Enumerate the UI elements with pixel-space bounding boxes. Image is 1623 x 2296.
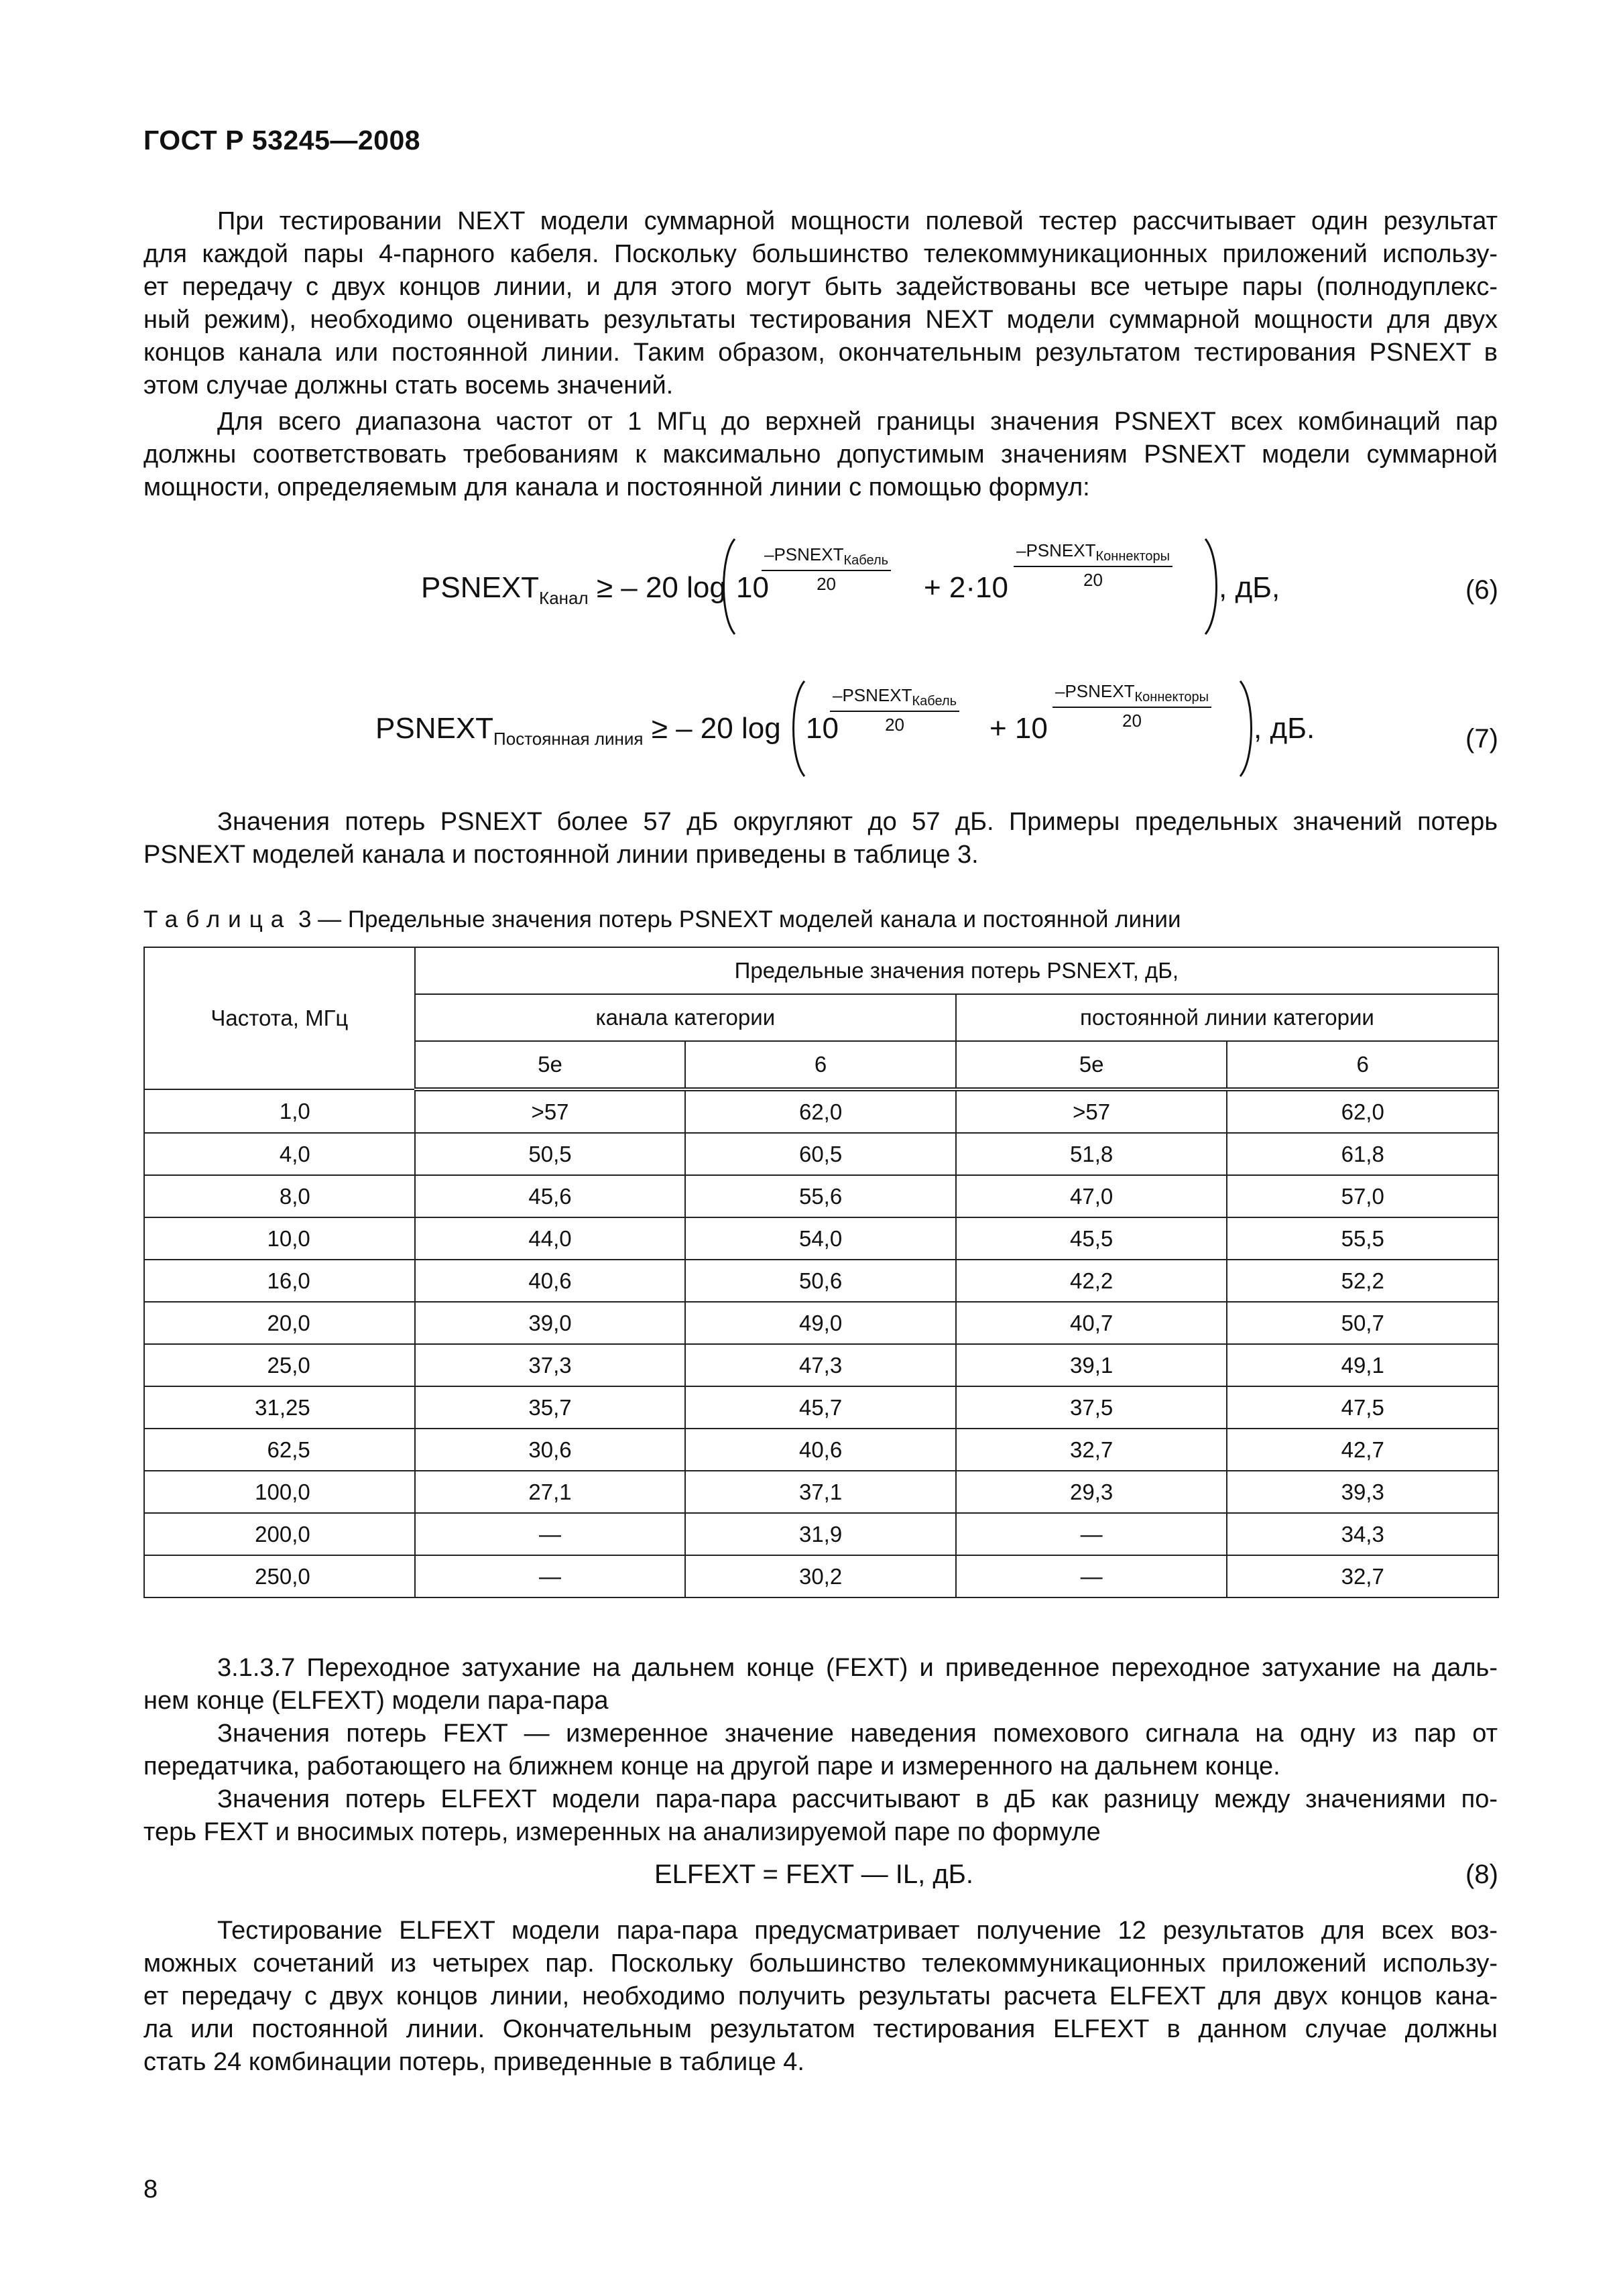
formula-8-number: (8) bbox=[1465, 1860, 1498, 1889]
table-row bbox=[144, 1133, 1498, 1175]
section-3-1-3-7-heading bbox=[143, 1652, 1498, 1717]
formula-7-base-1: 10 bbox=[806, 712, 839, 745]
cell-value: 30,2 bbox=[685, 1555, 956, 1597]
text-line: При тестировании NEXT модели суммарной мощности полевой тестер рассчитывает один результат bbox=[217, 207, 1498, 235]
cell-frequency: 100,0 bbox=[144, 1471, 415, 1513]
cell-value: 32,7 bbox=[956, 1429, 1227, 1471]
cell-value: 42,7 bbox=[1227, 1429, 1498, 1471]
cell-value: 57,0 bbox=[1227, 1175, 1498, 1217]
text-line: ет передачу с двух концов линии, необходимо получить результаты расчета ELFEXT для двух концов кана- bbox=[143, 1982, 1498, 2010]
text-line: можных сочетаний из четырех пар. Поскольку большинство телекоммуникационных приложений использу- bbox=[143, 1949, 1498, 1978]
header-cat-5e: 5е bbox=[415, 1041, 686, 1089]
table-3 bbox=[143, 947, 1499, 1598]
exponent-denominator: 20 bbox=[1122, 711, 1142, 731]
cell-value: 42,2 bbox=[956, 1260, 1227, 1302]
formula-7-exponent-2 bbox=[1053, 681, 1211, 731]
text-line: PSNEXT моделей канала и постоянной линии приведены в таблице 3. bbox=[143, 841, 979, 869]
cell-value: 40,6 bbox=[685, 1429, 956, 1471]
table-row bbox=[144, 1513, 1498, 1555]
cell-value: 50,7 bbox=[1227, 1302, 1498, 1344]
formula-lhs: PSNEXT bbox=[421, 571, 540, 604]
formula-8: ELFEXT = FEXT — IL, дБ. bbox=[654, 1860, 974, 1889]
text-line: Значения потерь ELFEXT модели пара-пара рассчитывают в дБ как разницу между значениями по- bbox=[217, 1785, 1498, 1813]
text-line: мощности, определяемым для канала и постоянной линии с помощью формул: bbox=[143, 473, 1090, 501]
table-caption-word: Таблица bbox=[143, 906, 292, 932]
cell-frequency: 200,0 bbox=[144, 1513, 415, 1555]
formula-lhs-sub: Канал bbox=[539, 588, 589, 608]
header-limits: Предельные значения потерь PSNEXT, дБ, bbox=[415, 947, 1498, 994]
exponent-numerator: –PSNEXT bbox=[833, 685, 912, 705]
formula-7-mid: + 10 bbox=[989, 712, 1048, 745]
formula-7-tail: , дБ. bbox=[1254, 712, 1315, 745]
formula-6-base-1: 10 bbox=[736, 571, 769, 604]
exponent-denominator: 20 bbox=[885, 715, 904, 735]
text-line: 3.1.3.7 Переходное затухание на дальнем конце (FEXT) и приведенное переходное затухание на даль- bbox=[217, 1654, 1498, 1682]
text-line: терь FEXT и вносимых потерь, измеренных на анализируемой паре по формуле bbox=[143, 1818, 1101, 1846]
text-line: передатчика, работающего на ближнем конце на другой паре и измеренного на дальнем конце. bbox=[143, 1752, 1280, 1780]
text-line: нем конце (ELFEXT) модели пара-пара bbox=[143, 1687, 609, 1715]
cell-value: 50,5 bbox=[415, 1133, 686, 1175]
cell-frequency: 1,0 bbox=[144, 1089, 415, 1133]
cell-value: 34,3 bbox=[1227, 1513, 1498, 1555]
text-line: должны соответствовать требованиям к максимально допустимым значениям PSNEXT модели суммарной bbox=[143, 440, 1498, 469]
cell-frequency: 25,0 bbox=[144, 1344, 415, 1386]
exponent-denominator: 20 bbox=[1083, 570, 1103, 590]
cell-value: 30,6 bbox=[415, 1429, 686, 1471]
formula-6 bbox=[421, 571, 726, 609]
text-line: концов канала или постоянной линии. Таким образом, окончательным результатом тестирования PSNEXT в bbox=[143, 339, 1498, 367]
exponent-numerator: –PSNEXT bbox=[1016, 540, 1096, 560]
formula-6-exponent-1 bbox=[762, 544, 891, 595]
cell-value: 50,6 bbox=[685, 1260, 956, 1302]
cell-value: 37,3 bbox=[415, 1344, 686, 1386]
header-cat-5e: 5е bbox=[956, 1041, 1227, 1089]
exponent-numerator-sub: Коннекторы bbox=[1134, 690, 1209, 705]
exponent-numerator-sub: Кабель bbox=[843, 553, 889, 568]
text-line: Значения потерь FEXT — измеренное значение наведения помехового сигнала на одну из пар от bbox=[217, 1719, 1498, 1748]
text-line: стать 24 комбинации потерь, приведенные в таблице 4. bbox=[143, 2048, 804, 2076]
cell-value: 55,6 bbox=[685, 1175, 956, 1217]
formula-6-exponent-2 bbox=[1014, 540, 1173, 591]
text-line: этом случае должны стать восемь значений. bbox=[143, 371, 674, 400]
cell-value: 60,5 bbox=[685, 1133, 956, 1175]
cell-frequency: 31,25 bbox=[144, 1386, 415, 1429]
table-row bbox=[144, 1302, 1498, 1344]
cell-value: 31,9 bbox=[685, 1513, 956, 1555]
cell-value: 49,0 bbox=[685, 1302, 956, 1344]
paragraph-fext-definition bbox=[143, 1717, 1498, 1783]
paragraph-psnext-intro bbox=[143, 205, 1498, 402]
table-row bbox=[144, 1217, 1498, 1260]
paragraph-rounding bbox=[143, 806, 1498, 871]
formula-lhs-sub: Постоянная линия bbox=[493, 729, 644, 749]
table-row bbox=[144, 1471, 1498, 1513]
text-line: ла или постоянной линии. Окончательным результатом тестирования ELFEXT в данном случае должны bbox=[143, 2015, 1498, 2043]
cell-value: — bbox=[415, 1555, 686, 1597]
cell-value: 54,0 bbox=[685, 1217, 956, 1260]
formula-7-number: (7) bbox=[1465, 724, 1498, 753]
exponent-numerator: –PSNEXT bbox=[1055, 681, 1135, 701]
cell-value: 27,1 bbox=[415, 1471, 686, 1513]
paragraph-frequency-range bbox=[143, 406, 1498, 504]
formula-ge-log: ≥ – 20 log bbox=[596, 571, 726, 604]
cell-frequency: 8,0 bbox=[144, 1175, 415, 1217]
table-row bbox=[144, 1260, 1498, 1302]
cell-value: 40,6 bbox=[415, 1260, 686, 1302]
cell-value: 29,3 bbox=[956, 1471, 1227, 1513]
formula-6-mid: + 2·10 bbox=[924, 571, 1008, 604]
header-frequency: Частота, МГц bbox=[144, 947, 415, 1089]
cell-value: >57 bbox=[956, 1089, 1227, 1133]
cell-value: 62,0 bbox=[685, 1089, 956, 1133]
table-row bbox=[144, 1386, 1498, 1429]
header-cat-6: 6 bbox=[685, 1041, 956, 1089]
cell-value: 44,0 bbox=[415, 1217, 686, 1260]
document-header: ГОСТ Р 53245—2008 bbox=[143, 125, 421, 156]
text-line: для каждой пары 4-парного кабеля. Поскольку большинство телекоммуникационных приложений использу- bbox=[143, 240, 1498, 268]
cell-value: 61,8 bbox=[1227, 1133, 1498, 1175]
cell-value: 40,7 bbox=[956, 1302, 1227, 1344]
text-line: Тестирование ELFEXT модели пара-пара предусматривает получение 12 результатов для всех воз- bbox=[217, 1917, 1498, 1945]
cell-value: 37,1 bbox=[685, 1471, 956, 1513]
formula-6-number: (6) bbox=[1465, 575, 1498, 605]
cell-value: 45,7 bbox=[685, 1386, 956, 1429]
table-3-caption bbox=[143, 906, 1181, 933]
paragraph-elfext-definition bbox=[143, 1783, 1498, 1849]
cell-value: 37,5 bbox=[956, 1386, 1227, 1429]
cell-value: — bbox=[956, 1513, 1227, 1555]
cell-value: 45,5 bbox=[956, 1217, 1227, 1260]
formula-ge-log: ≥ – 20 log bbox=[651, 712, 781, 745]
cell-value: 47,3 bbox=[685, 1344, 956, 1386]
exponent-numerator-sub: Коннекторы bbox=[1095, 549, 1170, 564]
cell-value: — bbox=[956, 1555, 1227, 1597]
cell-value: 45,6 bbox=[415, 1175, 686, 1217]
cell-value: 62,0 bbox=[1227, 1089, 1498, 1133]
cell-frequency: 250,0 bbox=[144, 1555, 415, 1597]
exponent-numerator-sub: Кабель bbox=[912, 694, 957, 709]
table-row bbox=[144, 1555, 1498, 1597]
cell-frequency: 16,0 bbox=[144, 1260, 415, 1302]
cell-value: 35,7 bbox=[415, 1386, 686, 1429]
page-number: 8 bbox=[143, 2175, 158, 2203]
header-permanent-link-category: постоянной линии категории bbox=[956, 994, 1498, 1041]
cell-value: 55,5 bbox=[1227, 1217, 1498, 1260]
formula-7 bbox=[375, 712, 781, 749]
header-channel-category: канала категории bbox=[415, 994, 956, 1041]
table-caption-text: 3 — Предельные значения потерь PSNEXT моделей канала и постоянной линии bbox=[298, 906, 1181, 932]
table-row bbox=[144, 1089, 1498, 1133]
formula-lhs: PSNEXT bbox=[375, 712, 494, 745]
cell-value: 52,2 bbox=[1227, 1260, 1498, 1302]
text-line: Для всего диапазона частот от 1 МГц до верхней границы значения PSNEXT всех комбинаций пар bbox=[217, 408, 1498, 436]
text-line: Значения потерь PSNEXT более 57 дБ округляют до 57 дБ. Примеры предельных значений потерь bbox=[217, 808, 1498, 836]
text-line: ный режим), необходимо оценивать результаты тестирования NEXT модели суммарной мощности для двух bbox=[143, 306, 1498, 334]
cell-frequency: 62,5 bbox=[144, 1429, 415, 1471]
cell-value: 39,0 bbox=[415, 1302, 686, 1344]
cell-value: 32,7 bbox=[1227, 1555, 1498, 1597]
exponent-denominator: 20 bbox=[817, 574, 836, 594]
cell-value: 47,0 bbox=[956, 1175, 1227, 1217]
cell-frequency: 10,0 bbox=[144, 1217, 415, 1260]
header-cat-6: 6 bbox=[1227, 1041, 1498, 1089]
cell-value: 39,1 bbox=[956, 1344, 1227, 1386]
cell-frequency: 20,0 bbox=[144, 1302, 415, 1344]
cell-value: >57 bbox=[415, 1089, 686, 1133]
formula-7-exponent-1 bbox=[830, 685, 959, 735]
table-row bbox=[144, 1429, 1498, 1471]
table-row bbox=[144, 1344, 1498, 1386]
exponent-numerator: –PSNEXT bbox=[764, 544, 844, 564]
formula-6-tail: , дБ, bbox=[1219, 571, 1280, 604]
cell-frequency: 4,0 bbox=[144, 1133, 415, 1175]
paragraph-elfext-testing bbox=[143, 1915, 1498, 2079]
table-row bbox=[144, 1175, 1498, 1217]
cell-value: 47,5 bbox=[1227, 1386, 1498, 1429]
text-line: ет передачу с двух концов линии, и для этого могут быть задействованы все четыре пары (полнодуплекс- bbox=[143, 273, 1498, 301]
cell-value: 51,8 bbox=[956, 1133, 1227, 1175]
cell-value: 49,1 bbox=[1227, 1344, 1498, 1386]
cell-value: — bbox=[415, 1513, 686, 1555]
cell-value: 39,3 bbox=[1227, 1471, 1498, 1513]
